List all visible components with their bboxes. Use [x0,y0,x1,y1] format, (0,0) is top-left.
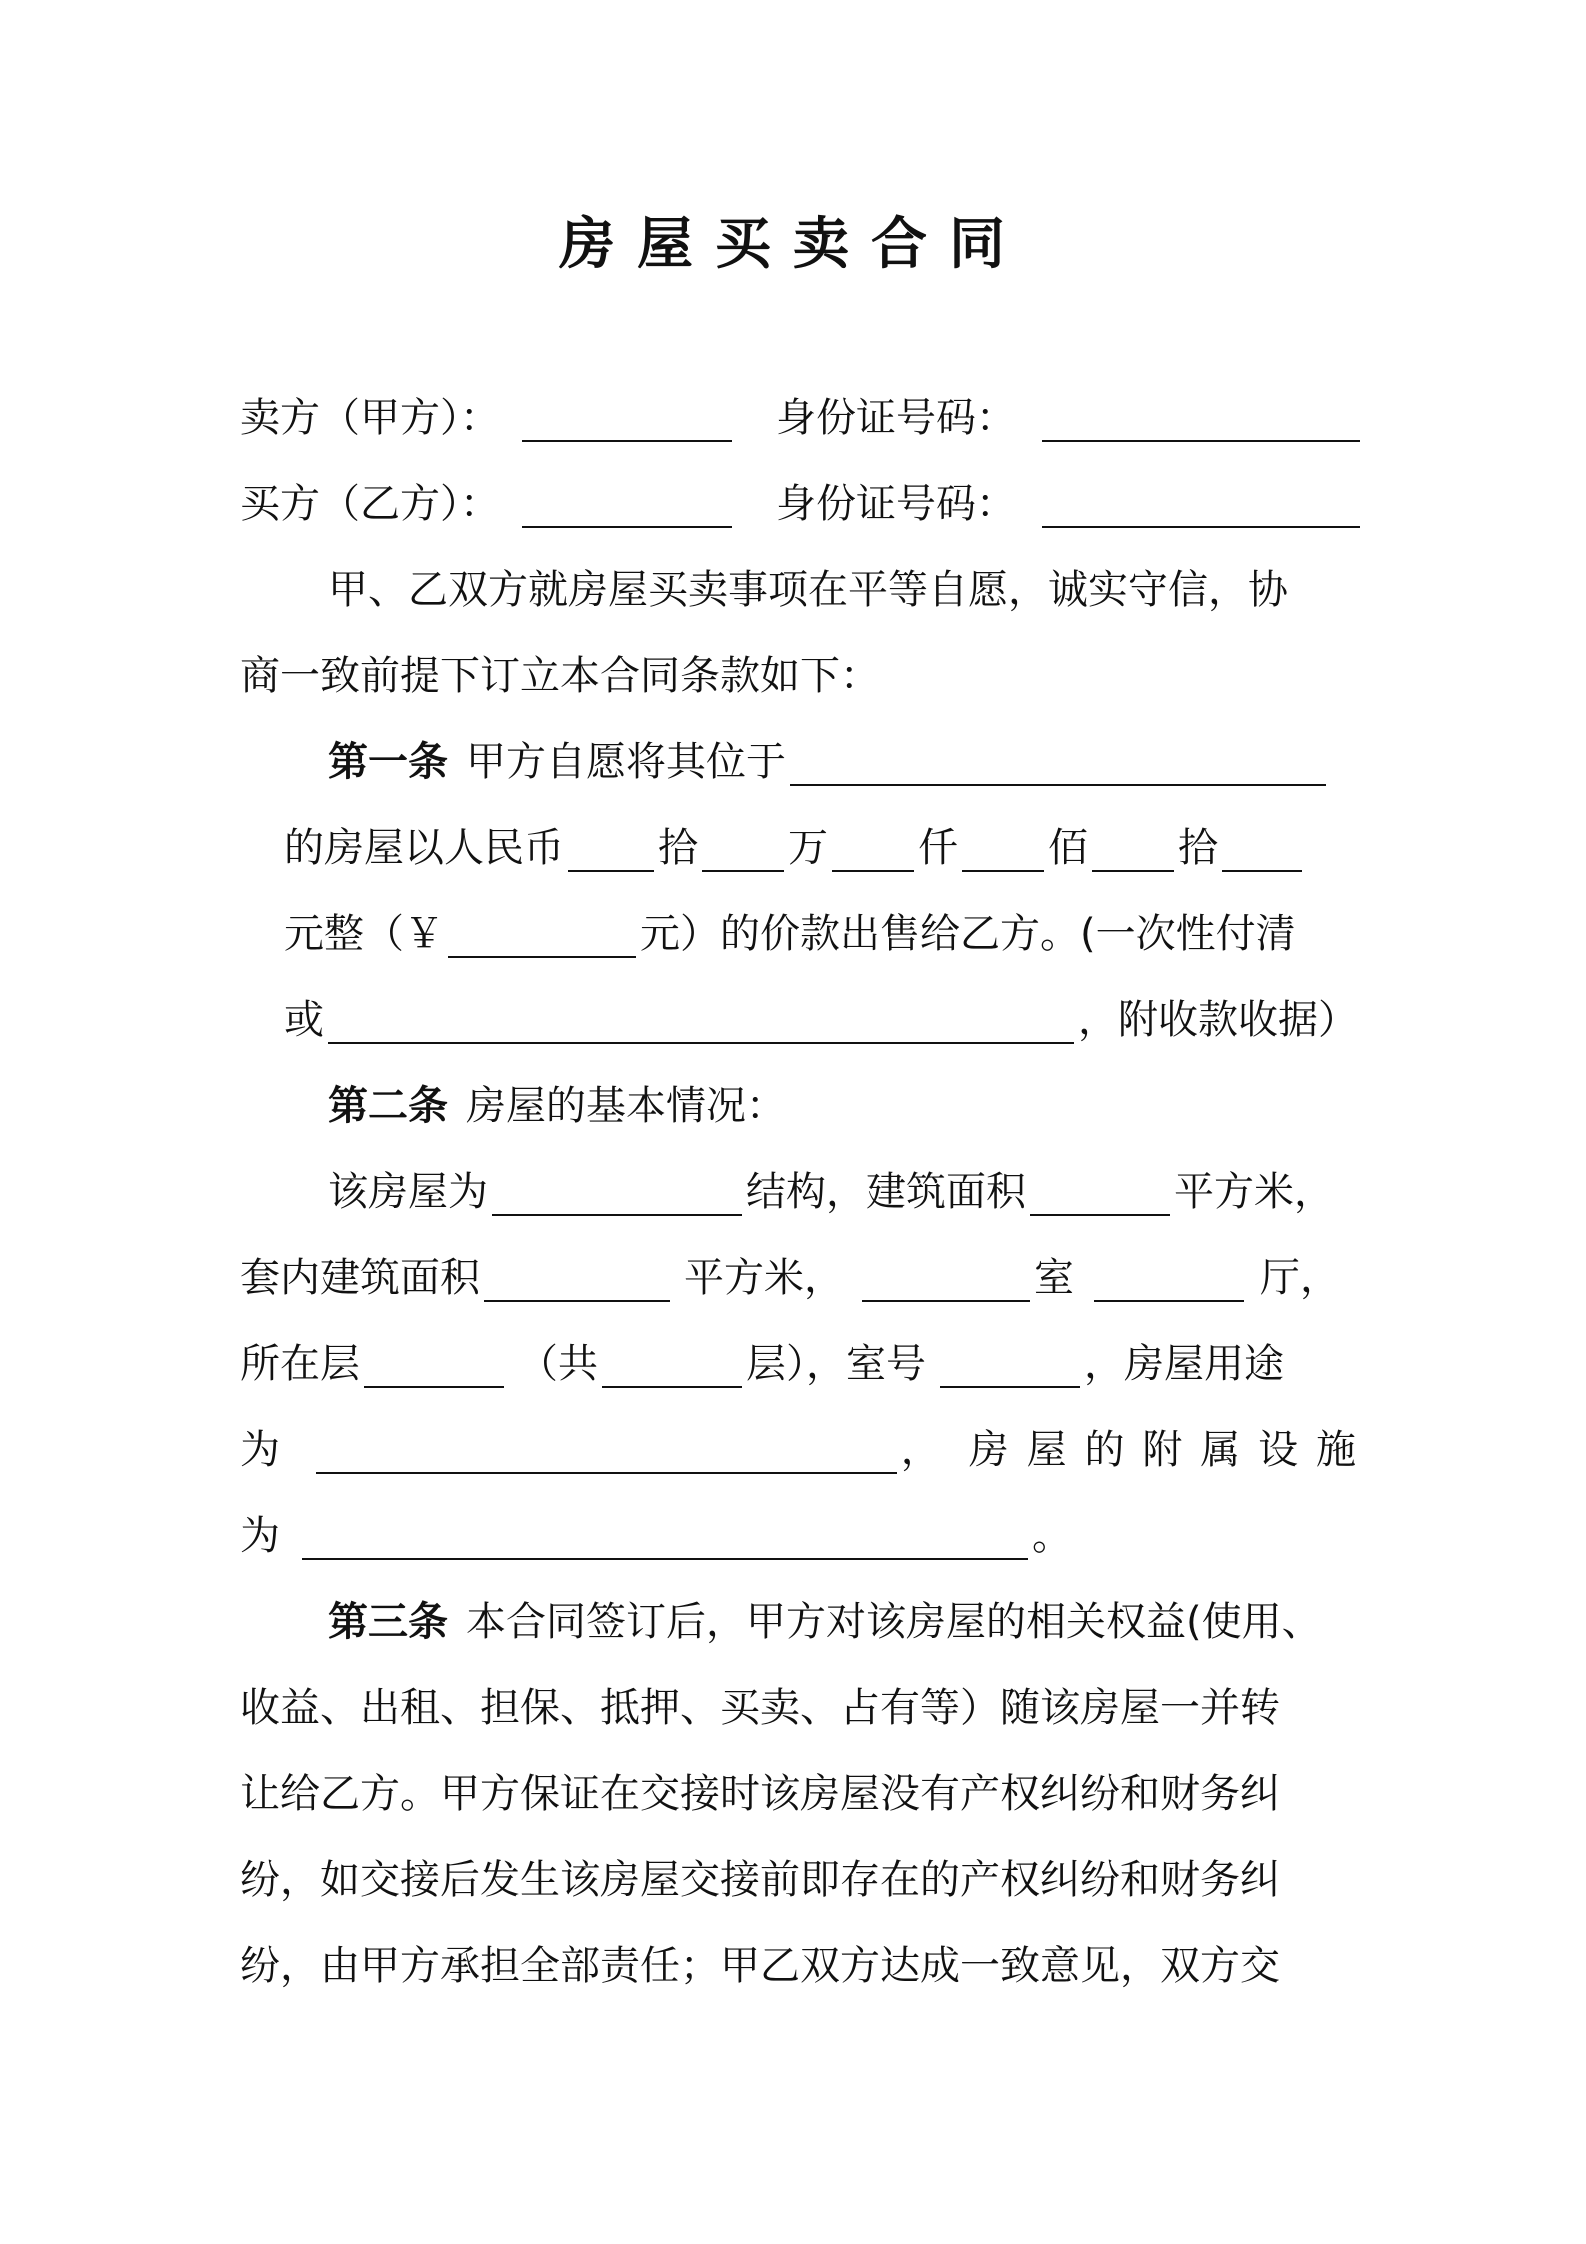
article3-line-5: 纷，由甲方承担全部责任；甲乙双方达成一致意见，双方交 [240,1943,1280,1989]
article1-text-4b: ，附收款收据） [1078,997,1358,1043]
article2-l1b: 结构，建筑面积 [746,1169,1026,1215]
article2-line-3 [240,1248,1340,1308]
structure-blank[interactable] [492,1170,742,1216]
article1-text-3a: 元整（￥ [284,911,444,957]
article2-l4c [969,1420,1356,1480]
rooms-blank[interactable] [862,1256,1030,1302]
char: 房 [968,1427,1009,1473]
article2-l1a: 该房屋为 [328,1169,488,1215]
article2-l2a: 套内建筑面积 [240,1255,480,1301]
article2-l3a: 所在层 [240,1341,360,1387]
article1-line-2 [284,818,1306,878]
char: 屋 [1026,1427,1067,1473]
article2-l5b: 。 [1032,1513,1072,1559]
halls-blank[interactable] [1094,1256,1244,1302]
article3-line-3: 让给乙方。甲方保证在交接时该房屋没有产权纠纷和财务纠 [240,1771,1280,1817]
intro-line-1: 甲、乙双方就房屋买卖事项在平等自愿，诚实守信，协 [328,567,1288,613]
building-area-blank[interactable] [1030,1170,1170,1216]
article1-line-4 [284,990,1358,1050]
seller-row [240,388,1364,448]
price-wan-blank[interactable] [702,826,784,872]
article3-line-4: 纷，如交接后发生该房屋交接前即存在的产权纠纷和财务纠 [240,1857,1280,1903]
seller-name-blank[interactable] [522,396,732,442]
buyer-name-blank[interactable] [522,482,732,528]
char: 设 [1258,1427,1299,1473]
article2-l1c: 平方米， [1174,1169,1334,1215]
room-number-blank[interactable] [940,1342,1080,1388]
buyer-label: 买方（乙方）： [240,481,500,527]
article1-line-3 [284,904,1296,964]
article2-l2d: 厅， [1260,1255,1340,1301]
article3-l1: 本合同签订后，甲方对该房屋的相关权益(使用、 [466,1599,1322,1645]
inner-area-blank[interactable] [484,1256,670,1302]
payment-method-blank[interactable] [328,998,1074,1044]
price-qian-blank[interactable] [832,826,914,872]
article2-l4b: ， [900,1427,941,1473]
article1-text-1: 甲方自愿将其位于 [466,739,786,785]
article2-l3b: （共 [518,1341,598,1387]
unit-shi: 拾 [658,825,698,871]
article3-line-1 [328,1592,1322,1652]
unit-wan: 万 [788,825,828,871]
facilities-blank[interactable] [302,1514,1028,1560]
article2-text: 房屋的基本情况： [466,1083,786,1129]
buyer-row [240,474,1364,534]
buyer-id-label: 身份证号码： [776,481,1016,527]
seller-id-label: 身份证号码： [776,395,1016,441]
price-numeric-blank[interactable] [448,912,636,958]
article3-heading: 第三条 [328,1599,448,1645]
price-shiwan-blank[interactable] [568,826,654,872]
price-bai-blank[interactable] [962,826,1044,872]
unit-bai: 佰 [1048,825,1088,871]
unit-qian: 仟 [918,825,958,871]
article2-line-5 [240,1420,1356,1480]
char: 的 [1084,1427,1125,1473]
seller-id-blank[interactable] [1042,396,1360,442]
article1-text-3b: 元）的价款出售给乙方。(一次性付清 [640,911,1296,957]
article2-l2b: 平方米， [684,1255,844,1301]
document-title: 房屋买卖合同 [559,212,1027,277]
article2-l3d: ，房屋用途 [1084,1341,1284,1387]
char: 属 [1200,1427,1241,1473]
char: 附 [1142,1427,1183,1473]
article2-l2c: 室 [1034,1255,1074,1301]
article1-text-4a: 或 [284,997,324,1043]
property-location-blank[interactable] [790,740,1326,786]
price-shi-blank[interactable] [1092,826,1174,872]
floor-blank[interactable] [364,1342,504,1388]
article1-heading: 第一条 [328,739,448,785]
article2-heading: 第二条 [328,1083,448,1129]
total-floors-blank[interactable] [602,1342,742,1388]
article2-line-1 [328,1076,786,1136]
usage-blank[interactable] [316,1428,897,1474]
article3-line-2: 收益、出租、担保、抵押、买卖、占有等）随该房屋一并转 [240,1685,1280,1731]
article1-text-2: 的房屋以人民币 [284,825,564,871]
article2-l4a: 为 [240,1427,280,1473]
article2-l5a: 为 [240,1513,280,1559]
article2-line-6 [240,1506,1072,1566]
unit-shi-2: 拾 [1178,825,1218,871]
price-yuan-blank[interactable] [1222,826,1302,872]
article2-l3c: 层），室号 [746,1341,926,1387]
intro-line-2: 商一致前提下订立本合同条款如下： [240,653,880,699]
buyer-id-blank[interactable] [1042,482,1360,528]
char: 施 [1315,1427,1356,1473]
seller-label: 卖方（甲方）： [240,395,500,441]
article2-line-4 [240,1334,1284,1394]
article2-line-2 [328,1162,1334,1222]
article1-line-1 [328,732,1330,792]
